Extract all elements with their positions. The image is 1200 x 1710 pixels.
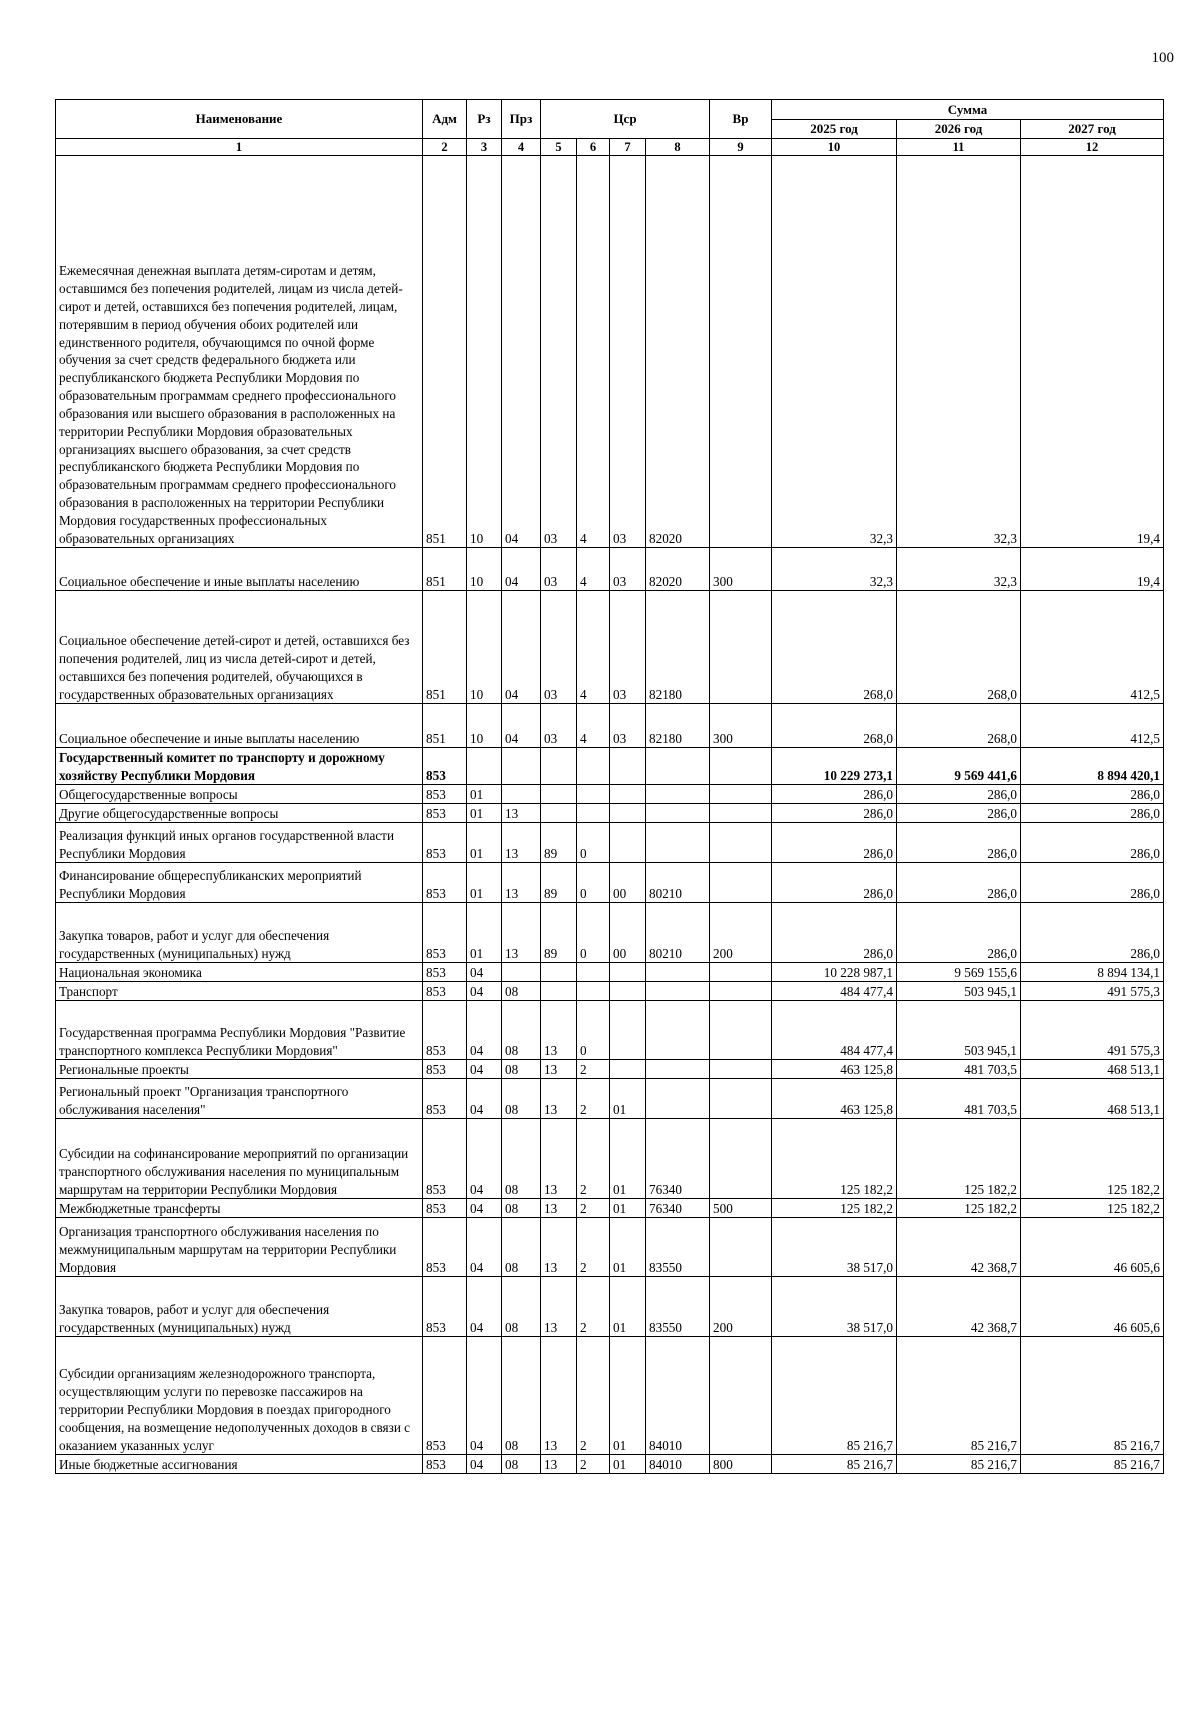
table-row (56, 1337, 1164, 1455)
row-prz: 04 (502, 591, 541, 704)
row-csr-2 (577, 963, 610, 982)
row-csr-3 (610, 1001, 646, 1060)
row-sum-2026: 42 368,7 (897, 1218, 1021, 1277)
column-number: 8 (646, 138, 710, 156)
row-rz: 04 (467, 1455, 502, 1474)
row-name: Общегосударственные вопросы (56, 785, 423, 804)
header-rz: Рз (467, 100, 502, 139)
row-csr-2: 2 (577, 1119, 610, 1199)
row-csr-4: 82180 (646, 591, 710, 704)
row-prz: 08 (502, 1001, 541, 1060)
table-row (56, 591, 1164, 704)
row-rz (467, 748, 502, 785)
row-name: Транспорт (56, 982, 423, 1001)
column-number: 9 (710, 138, 772, 156)
row-rz: 04 (467, 1060, 502, 1079)
row-sum-2027: 286,0 (1021, 785, 1164, 804)
row-sum-2026: 85 216,7 (897, 1455, 1021, 1474)
row-prz: 08 (502, 1079, 541, 1119)
row-sum-2025: 85 216,7 (772, 1337, 897, 1455)
row-vr (710, 863, 772, 903)
row-rz: 04 (467, 1277, 502, 1337)
column-number: 11 (897, 138, 1021, 156)
table-row (56, 1218, 1164, 1277)
row-csr-3: 03 (610, 156, 646, 548)
row-csr-4: 82020 (646, 548, 710, 591)
row-adm: 853 (423, 903, 467, 963)
row-csr-2: 0 (577, 1001, 610, 1060)
row-sum-2025: 38 517,0 (772, 1218, 897, 1277)
row-csr-2: 0 (577, 903, 610, 963)
row-csr-2: 2 (577, 1079, 610, 1119)
row-rz: 04 (467, 1079, 502, 1119)
row-adm: 853 (423, 1277, 467, 1337)
row-sum-2026: 9 569 441,6 (897, 748, 1021, 785)
row-csr-2 (577, 748, 610, 785)
row-csr-3: 03 (610, 548, 646, 591)
row-vr: 300 (710, 704, 772, 748)
row-prz: 04 (502, 548, 541, 591)
row-sum-2027: 286,0 (1021, 804, 1164, 823)
row-csr-2: 4 (577, 704, 610, 748)
row-csr-1: 13 (541, 1277, 577, 1337)
row-vr (710, 823, 772, 863)
row-sum-2025: 286,0 (772, 785, 897, 804)
row-prz: 08 (502, 982, 541, 1001)
header-2026: 2026 год (897, 120, 1021, 139)
table-row (56, 863, 1164, 903)
row-prz: 08 (502, 1218, 541, 1277)
row-name: Закупка товаров, работ и услуг для обеспечения государственных (муниципальных) нужд (56, 1277, 423, 1337)
row-rz: 04 (467, 1218, 502, 1277)
row-sum-2025: 484 477,4 (772, 982, 897, 1001)
header-prz: Прз (502, 100, 541, 139)
row-sum-2026: 9 569 155,6 (897, 963, 1021, 982)
row-csr-1: 13 (541, 1199, 577, 1218)
row-csr-3 (610, 785, 646, 804)
row-csr-1 (541, 982, 577, 1001)
column-number: 6 (577, 138, 610, 156)
row-adm: 853 (423, 1001, 467, 1060)
row-csr-3 (610, 748, 646, 785)
row-csr-3 (610, 804, 646, 823)
row-csr-3 (610, 1060, 646, 1079)
row-vr (710, 785, 772, 804)
row-sum-2026: 32,3 (897, 156, 1021, 548)
row-vr: 500 (710, 1199, 772, 1218)
row-adm: 853 (423, 1199, 467, 1218)
row-adm: 853 (423, 963, 467, 982)
row-sum-2026: 503 945,1 (897, 982, 1021, 1001)
row-sum-2025: 463 125,8 (772, 1060, 897, 1079)
row-sum-2027: 19,4 (1021, 156, 1164, 548)
row-csr-1: 03 (541, 156, 577, 548)
row-adm: 853 (423, 748, 467, 785)
row-rz: 04 (467, 1337, 502, 1455)
row-sum-2025: 268,0 (772, 591, 897, 704)
row-sum-2025: 286,0 (772, 804, 897, 823)
table-row (56, 1079, 1164, 1119)
row-sum-2025: 286,0 (772, 823, 897, 863)
row-sum-2026: 268,0 (897, 704, 1021, 748)
row-csr-3: 00 (610, 903, 646, 963)
row-rz: 01 (467, 823, 502, 863)
row-prz: 13 (502, 823, 541, 863)
row-csr-4 (646, 982, 710, 1001)
header-name: Наименование (56, 100, 423, 139)
row-sum-2027: 85 216,7 (1021, 1455, 1164, 1474)
row-rz: 10 (467, 156, 502, 548)
row-name: Государственная программа Республики Мордовия "Развитие транспортного комплекса Республики Мордовия" (56, 1001, 423, 1060)
row-adm: 851 (423, 156, 467, 548)
row-csr-1: 13 (541, 1455, 577, 1474)
row-rz: 01 (467, 863, 502, 903)
row-rz: 04 (467, 1119, 502, 1199)
row-vr (710, 591, 772, 704)
page-number: 100 (1151, 50, 1174, 66)
row-csr-2: 2 (577, 1337, 610, 1455)
row-name: Субсидии организациям железнодорожного транспорта, осуществляющим услуги по перевозке пассажиров на территории Республики Мордовия в поездах пригородного сообщения, на возмещение недополученных доходов в связи с оказанием указанных услуг (56, 1337, 423, 1455)
row-csr-1: 03 (541, 548, 577, 591)
table-row (56, 1060, 1164, 1079)
row-sum-2027: 286,0 (1021, 863, 1164, 903)
row-rz: 01 (467, 785, 502, 804)
column-number: 7 (610, 138, 646, 156)
row-prz: 08 (502, 1060, 541, 1079)
row-adm: 853 (423, 863, 467, 903)
row-csr-3: 01 (610, 1199, 646, 1218)
row-rz: 01 (467, 804, 502, 823)
row-vr (710, 1001, 772, 1060)
row-vr (710, 982, 772, 1001)
row-csr-1: 03 (541, 704, 577, 748)
table-row (56, 963, 1164, 982)
row-prz: 08 (502, 1119, 541, 1199)
row-rz: 10 (467, 548, 502, 591)
row-csr-4 (646, 1001, 710, 1060)
row-sum-2026: 286,0 (897, 823, 1021, 863)
row-csr-2: 2 (577, 1060, 610, 1079)
row-rz: 10 (467, 591, 502, 704)
row-csr-3: 00 (610, 863, 646, 903)
row-sum-2027: 19,4 (1021, 548, 1164, 591)
row-csr-2 (577, 982, 610, 1001)
row-adm: 853 (423, 982, 467, 1001)
row-sum-2027: 468 513,1 (1021, 1079, 1164, 1119)
row-csr-3: 03 (610, 704, 646, 748)
row-sum-2027: 8 894 134,1 (1021, 963, 1164, 982)
row-name: Социальное обеспечение и иные выплаты населению (56, 704, 423, 748)
column-number: 12 (1021, 138, 1164, 156)
row-csr-2: 2 (577, 1277, 610, 1337)
row-prz (502, 963, 541, 982)
row-vr: 300 (710, 548, 772, 591)
row-csr-2: 4 (577, 548, 610, 591)
row-csr-4 (646, 823, 710, 863)
row-sum-2027: 468 513,1 (1021, 1060, 1164, 1079)
row-prz: 13 (502, 863, 541, 903)
row-prz: 08 (502, 1199, 541, 1218)
row-csr-2: 0 (577, 863, 610, 903)
row-sum-2026: 286,0 (897, 863, 1021, 903)
row-csr-3: 01 (610, 1337, 646, 1455)
row-csr-1: 89 (541, 863, 577, 903)
row-sum-2027: 286,0 (1021, 823, 1164, 863)
row-vr (710, 1337, 772, 1455)
row-sum-2026: 481 703,5 (897, 1060, 1021, 1079)
row-vr: 200 (710, 1277, 772, 1337)
row-csr-3: 01 (610, 1277, 646, 1337)
row-csr-3 (610, 963, 646, 982)
row-sum-2026: 125 182,2 (897, 1199, 1021, 1218)
row-sum-2025: 463 125,8 (772, 1079, 897, 1119)
row-adm: 851 (423, 704, 467, 748)
row-csr-4: 84010 (646, 1337, 710, 1455)
row-csr-3: 01 (610, 1119, 646, 1199)
row-adm: 853 (423, 1060, 467, 1079)
row-sum-2025: 484 477,4 (772, 1001, 897, 1060)
row-vr (710, 1060, 772, 1079)
row-adm: 853 (423, 823, 467, 863)
row-csr-1: 13 (541, 1079, 577, 1119)
row-vr (710, 1119, 772, 1199)
table-row (56, 982, 1164, 1001)
row-csr-4 (646, 1079, 710, 1119)
row-adm: 853 (423, 1218, 467, 1277)
row-adm: 851 (423, 548, 467, 591)
row-prz (502, 785, 541, 804)
row-name: Реализация функций иных органов государственной власти Республики Мордовия (56, 823, 423, 863)
row-sum-2025: 38 517,0 (772, 1277, 897, 1337)
table-row (56, 704, 1164, 748)
row-csr-4: 84010 (646, 1455, 710, 1474)
row-rz: 04 (467, 963, 502, 982)
row-sum-2025: 286,0 (772, 863, 897, 903)
table-row (56, 156, 1164, 548)
row-sum-2025: 286,0 (772, 903, 897, 963)
row-csr-1: 13 (541, 1119, 577, 1199)
row-csr-3: 01 (610, 1079, 646, 1119)
table-row (56, 804, 1164, 823)
row-csr-1 (541, 963, 577, 982)
row-prz: 13 (502, 804, 541, 823)
row-csr-1 (541, 748, 577, 785)
row-rz: 04 (467, 982, 502, 1001)
row-sum-2027: 46 605,6 (1021, 1277, 1164, 1337)
row-sum-2027: 286,0 (1021, 903, 1164, 963)
row-csr-4: 76340 (646, 1119, 710, 1199)
column-number: 10 (772, 138, 897, 156)
row-sum-2025: 10 228 987,1 (772, 963, 897, 982)
header-csr: Цср (541, 100, 710, 139)
row-csr-4 (646, 748, 710, 785)
row-rz: 04 (467, 1001, 502, 1060)
row-sum-2027: 125 182,2 (1021, 1119, 1164, 1199)
row-adm: 853 (423, 785, 467, 804)
row-name: Финансирование общереспубликанских мероприятий Республики Мордовия (56, 863, 423, 903)
row-csr-1: 03 (541, 591, 577, 704)
row-csr-4 (646, 785, 710, 804)
table-row (56, 785, 1164, 804)
budget-table (55, 99, 1164, 1474)
row-name: Национальная экономика (56, 963, 423, 982)
row-sum-2026: 503 945,1 (897, 1001, 1021, 1060)
row-prz: 13 (502, 903, 541, 963)
row-name: Социальное обеспечение детей-сирот и детей, оставшихся без попечения родителей, лиц из числа детей-сирот и детей, оставшихся без попечения родителей, обучающихся в государственных образовательных организациях (56, 591, 423, 704)
row-csr-1 (541, 785, 577, 804)
row-sum-2026: 286,0 (897, 903, 1021, 963)
header-2025: 2025 год (772, 120, 897, 139)
row-csr-2: 2 (577, 1199, 610, 1218)
header-adm: Адм (423, 100, 467, 139)
row-vr: 800 (710, 1455, 772, 1474)
row-csr-2: 2 (577, 1218, 610, 1277)
row-csr-3: 01 (610, 1218, 646, 1277)
row-csr-2: 4 (577, 591, 610, 704)
row-name: Другие общегосударственные вопросы (56, 804, 423, 823)
row-name: Государственный комитет по транспорту и дорожному хозяйству Республики Мордовия (56, 748, 423, 785)
column-number: 3 (467, 138, 502, 156)
row-csr-2 (577, 804, 610, 823)
row-rz: 10 (467, 704, 502, 748)
table-row (56, 1277, 1164, 1337)
table-row (56, 748, 1164, 785)
row-adm: 853 (423, 1455, 467, 1474)
row-vr (710, 963, 772, 982)
row-vr: 200 (710, 903, 772, 963)
row-sum-2025: 10 229 273,1 (772, 748, 897, 785)
row-sum-2027: 85 216,7 (1021, 1337, 1164, 1455)
row-csr-2: 2 (577, 1455, 610, 1474)
row-csr-4 (646, 804, 710, 823)
row-csr-2: 4 (577, 156, 610, 548)
column-number: 1 (56, 138, 423, 156)
row-csr-2 (577, 785, 610, 804)
row-prz: 04 (502, 704, 541, 748)
row-csr-4: 83550 (646, 1218, 710, 1277)
row-csr-3: 01 (610, 1455, 646, 1474)
row-name: Региональные проекты (56, 1060, 423, 1079)
row-adm: 853 (423, 1079, 467, 1119)
row-csr-1: 13 (541, 1218, 577, 1277)
row-adm: 853 (423, 1337, 467, 1455)
row-prz: 08 (502, 1277, 541, 1337)
row-csr-4: 83550 (646, 1277, 710, 1337)
table-row (56, 1001, 1164, 1060)
row-sum-2026: 481 703,5 (897, 1079, 1021, 1119)
table-row (56, 1119, 1164, 1199)
row-csr-2: 0 (577, 823, 610, 863)
row-sum-2025: 125 182,2 (772, 1199, 897, 1218)
column-number: 2 (423, 138, 467, 156)
row-prz: 08 (502, 1455, 541, 1474)
row-sum-2027: 125 182,2 (1021, 1199, 1164, 1218)
row-vr (710, 1218, 772, 1277)
row-csr-1: 13 (541, 1060, 577, 1079)
row-adm: 853 (423, 804, 467, 823)
row-csr-4: 76340 (646, 1199, 710, 1218)
row-name: Социальное обеспечение и иные выплаты населению (56, 548, 423, 591)
row-rz: 04 (467, 1199, 502, 1218)
row-csr-1: 13 (541, 1001, 577, 1060)
row-name: Региональный проект "Организация транспортного обслуживания населения" (56, 1079, 423, 1119)
row-name: Ежемесячная денежная выплата детям-сиротам и детям, оставшимся без попечения родителей, лицам из числа детей-сирот и детей, оставшихся без попечения родителей, лицам, потерявшим в период обучения обоих родителей или единственного родителя, обучающимся по очной форме обучения за счет средств федерального бюджета или республиканского бюджета Республики Мордовия по образовательным программам среднего профессионального образования или высшего образования в расположенных на территории Республики Мордовия образовательных организациях высшего образования, за счет средств республиканского бюджета Республики Мордовия по образовательным программам среднего профессионального образования в расположенных на территории Республики Мордовия государственных профессиональных образовательных организациях (56, 156, 423, 548)
row-csr-1 (541, 804, 577, 823)
row-sum-2025: 268,0 (772, 704, 897, 748)
row-sum-2027: 46 605,6 (1021, 1218, 1164, 1277)
table-row (56, 548, 1164, 591)
row-csr-1: 89 (541, 823, 577, 863)
row-sum-2027: 491 575,3 (1021, 982, 1164, 1001)
row-vr (710, 1079, 772, 1119)
row-name: Иные бюджетные ассигнования (56, 1455, 423, 1474)
table-row (56, 1199, 1164, 1218)
column-number: 5 (541, 138, 577, 156)
row-sum-2026: 85 216,7 (897, 1337, 1021, 1455)
row-vr (710, 804, 772, 823)
row-name: Закупка товаров, работ и услуг для обеспечения государственных (муниципальных) нужд (56, 903, 423, 963)
row-csr-3 (610, 823, 646, 863)
table-row (56, 903, 1164, 963)
table-row (56, 1455, 1164, 1474)
header-2027: 2027 год (1021, 120, 1164, 139)
row-prz: 04 (502, 156, 541, 548)
column-number: 4 (502, 138, 541, 156)
row-sum-2025: 32,3 (772, 156, 897, 548)
row-csr-3: 03 (610, 591, 646, 704)
row-prz: 08 (502, 1337, 541, 1455)
row-prz (502, 748, 541, 785)
row-sum-2027: 412,5 (1021, 591, 1164, 704)
row-sum-2026: 32,3 (897, 548, 1021, 591)
row-name: Субсидии на софинансирование мероприятий по организации транспортного обслуживания населения по муниципальным маршрутам на территории Республики Мордовия (56, 1119, 423, 1199)
row-csr-1: 13 (541, 1337, 577, 1455)
row-csr-4: 82020 (646, 156, 710, 548)
row-csr-3 (610, 982, 646, 1001)
row-sum-2025: 85 216,7 (772, 1455, 897, 1474)
row-csr-4 (646, 1060, 710, 1079)
row-name: Организация транспортного обслуживания населения по межмуниципальным маршрутам на территории Республики Мордовия (56, 1218, 423, 1277)
row-adm: 851 (423, 591, 467, 704)
row-sum-2026: 268,0 (897, 591, 1021, 704)
header-summa: Сумма (772, 100, 1164, 120)
row-sum-2027: 491 575,3 (1021, 1001, 1164, 1060)
row-sum-2025: 32,3 (772, 548, 897, 591)
row-vr (710, 748, 772, 785)
row-sum-2027: 8 894 420,1 (1021, 748, 1164, 785)
row-sum-2026: 286,0 (897, 785, 1021, 804)
row-sum-2026: 286,0 (897, 804, 1021, 823)
row-vr (710, 156, 772, 548)
row-csr-4 (646, 963, 710, 982)
row-csr-4: 82180 (646, 704, 710, 748)
row-sum-2027: 412,5 (1021, 704, 1164, 748)
table-row (56, 823, 1164, 863)
row-csr-1: 89 (541, 903, 577, 963)
header-vr: Вр (710, 100, 772, 139)
row-adm: 853 (423, 1119, 467, 1199)
row-csr-4: 80210 (646, 903, 710, 963)
row-name: Межбюджетные трансферты (56, 1199, 423, 1218)
row-csr-4: 80210 (646, 863, 710, 903)
row-rz: 01 (467, 903, 502, 963)
row-sum-2026: 125 182,2 (897, 1119, 1021, 1199)
row-sum-2026: 42 368,7 (897, 1277, 1021, 1337)
row-sum-2025: 125 182,2 (772, 1119, 897, 1199)
